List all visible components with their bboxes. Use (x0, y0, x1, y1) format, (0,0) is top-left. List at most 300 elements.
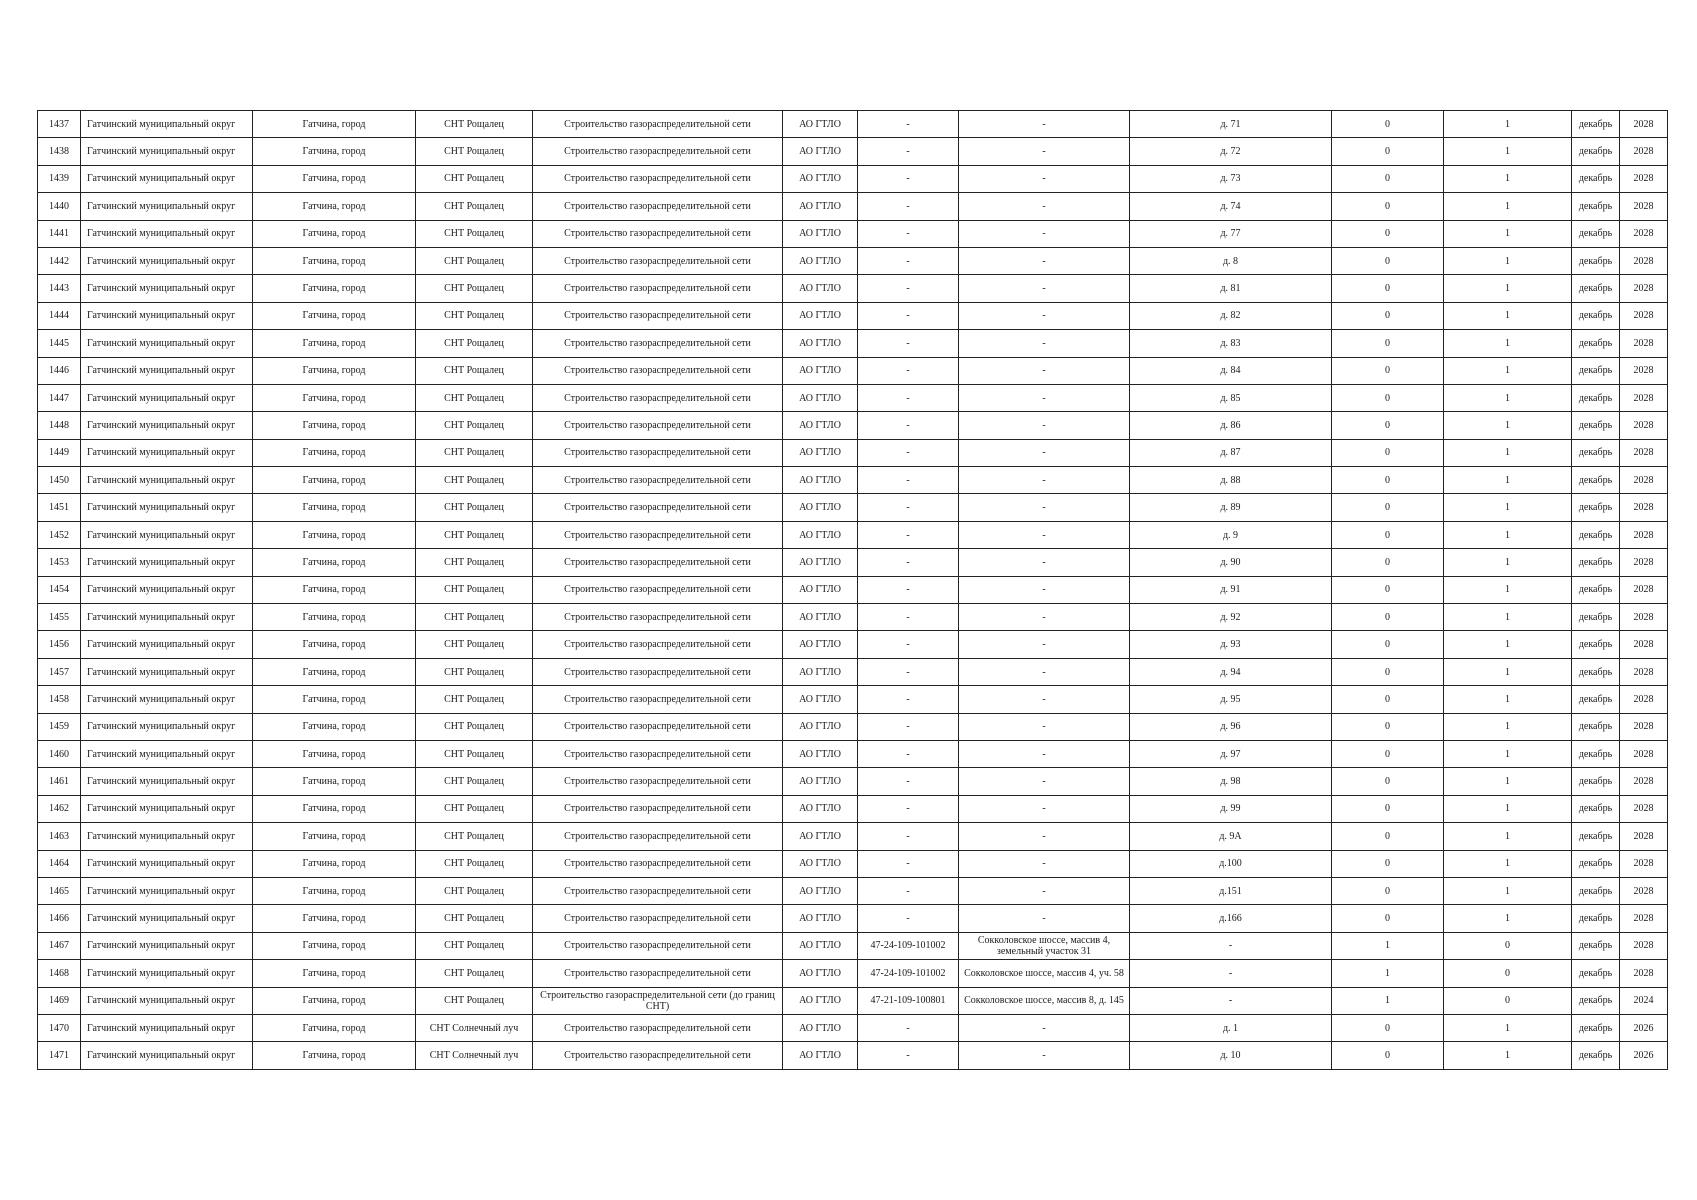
month-cell: декабрь (1572, 877, 1620, 904)
count-b-cell: 0 (1444, 960, 1572, 987)
city-cell: Гатчина, город (253, 138, 416, 165)
table-row (38, 932, 1668, 959)
month-cell: декабрь (1572, 165, 1620, 192)
row-number-cell: 1449 (38, 439, 81, 466)
city-cell: Гатчина, город (253, 193, 416, 220)
count-a-cell: 0 (1332, 823, 1444, 850)
count-a-cell: 0 (1332, 220, 1444, 247)
city-cell: Гатчина, город (253, 1042, 416, 1069)
cadastral-number-cell: - (858, 467, 959, 494)
month-cell: декабрь (1572, 302, 1620, 329)
year-cell: 2028 (1620, 877, 1668, 904)
district-cell: Гатчинский муниципальный округ (81, 795, 253, 822)
cadastral-number-cell: - (858, 905, 959, 932)
count-a-cell: 0 (1332, 713, 1444, 740)
district-cell: Гатчинский муниципальный округ (81, 768, 253, 795)
data-table (37, 110, 1668, 1070)
month-cell: декабрь (1572, 932, 1620, 959)
snt-name-cell: СНТ Рощалец (416, 384, 533, 411)
city-cell: Гатчина, город (253, 247, 416, 274)
year-cell: 2028 (1620, 302, 1668, 329)
house-number-cell: д. 72 (1130, 138, 1332, 165)
table-row (38, 357, 1668, 384)
cadastral-number-cell: 47-21-109-100801 (858, 987, 959, 1014)
count-a-cell: 0 (1332, 576, 1444, 603)
snt-name-cell: СНТ Рощалец (416, 905, 533, 932)
house-number-cell: д. 90 (1130, 549, 1332, 576)
row-number-cell: 1443 (38, 275, 81, 302)
cadastral-number-cell: - (858, 494, 959, 521)
row-number-cell: 1442 (38, 247, 81, 274)
year-cell: 2028 (1620, 330, 1668, 357)
snt-name-cell: СНТ Рощалец (416, 658, 533, 685)
work-description-cell: Строительство газораспределительной сети (533, 330, 783, 357)
row-number-cell: 1469 (38, 987, 81, 1014)
table-body (38, 111, 1668, 1070)
snt-name-cell: СНТ Рощалец (416, 740, 533, 767)
address-cell: - (959, 905, 1130, 932)
snt-name-cell: СНТ Рощалец (416, 220, 533, 247)
organization-cell: АО ГТЛО (783, 521, 858, 548)
month-cell: декабрь (1572, 823, 1620, 850)
organization-cell: АО ГТЛО (783, 932, 858, 959)
row-number-cell: 1453 (38, 549, 81, 576)
work-description-cell: Строительство газораспределительной сети (533, 549, 783, 576)
work-description-cell: Строительство газораспределительной сети (533, 877, 783, 904)
count-a-cell: 0 (1332, 850, 1444, 877)
house-number-cell: д.100 (1130, 850, 1332, 877)
work-description-cell: Строительство газораспределительной сети (533, 357, 783, 384)
cadastral-number-cell: - (858, 686, 959, 713)
count-b-cell: 1 (1444, 412, 1572, 439)
work-description-cell: Строительство газораспределительной сети (533, 467, 783, 494)
month-cell: декабрь (1572, 247, 1620, 274)
row-number-cell: 1438 (38, 138, 81, 165)
house-number-cell: д. 93 (1130, 631, 1332, 658)
table-row (38, 138, 1668, 165)
month-cell: декабрь (1572, 549, 1620, 576)
table-row (38, 494, 1668, 521)
address-cell: - (959, 658, 1130, 685)
city-cell: Гатчина, город (253, 357, 416, 384)
district-cell: Гатчинский муниципальный округ (81, 467, 253, 494)
month-cell: декабрь (1572, 275, 1620, 302)
city-cell: Гатчина, город (253, 713, 416, 740)
cadastral-number-cell: - (858, 220, 959, 247)
snt-name-cell: СНТ Рощалец (416, 877, 533, 904)
district-cell: Гатчинский муниципальный округ (81, 576, 253, 603)
city-cell: Гатчина, город (253, 960, 416, 987)
row-number-cell: 1460 (38, 740, 81, 767)
organization-cell: АО ГТЛО (783, 357, 858, 384)
city-cell: Гатчина, город (253, 275, 416, 302)
count-a-cell: 0 (1332, 905, 1444, 932)
district-cell: Гатчинский муниципальный округ (81, 138, 253, 165)
cadastral-number-cell: - (858, 658, 959, 685)
row-number-cell: 1439 (38, 165, 81, 192)
month-cell: декабрь (1572, 521, 1620, 548)
table-row (38, 439, 1668, 466)
count-a-cell: 1 (1332, 932, 1444, 959)
month-cell: декабрь (1572, 412, 1620, 439)
year-cell: 2028 (1620, 111, 1668, 138)
city-cell: Гатчина, город (253, 521, 416, 548)
district-cell: Гатчинский муниципальный округ (81, 302, 253, 329)
cadastral-number-cell: 47-24-109-101002 (858, 960, 959, 987)
cadastral-number-cell: - (858, 1014, 959, 1041)
year-cell: 2028 (1620, 494, 1668, 521)
table-row (38, 302, 1668, 329)
organization-cell: АО ГТЛО (783, 467, 858, 494)
cadastral-number-cell: - (858, 193, 959, 220)
address-cell: - (959, 604, 1130, 631)
table-row (38, 631, 1668, 658)
work-description-cell: Строительство газораспределительной сети (533, 658, 783, 685)
count-a-cell: 0 (1332, 631, 1444, 658)
row-number-cell: 1458 (38, 686, 81, 713)
house-number-cell: д. 97 (1130, 740, 1332, 767)
house-number-cell: - (1130, 987, 1332, 1014)
organization-cell: АО ГТЛО (783, 220, 858, 247)
house-number-cell: д. 77 (1130, 220, 1332, 247)
organization-cell: АО ГТЛО (783, 247, 858, 274)
work-description-cell: Строительство газораспределительной сети (533, 302, 783, 329)
table-row (38, 247, 1668, 274)
cadastral-number-cell: - (858, 111, 959, 138)
count-b-cell: 0 (1444, 932, 1572, 959)
month-cell: декабрь (1572, 905, 1620, 932)
organization-cell: АО ГТЛО (783, 165, 858, 192)
count-a-cell: 0 (1332, 275, 1444, 302)
year-cell: 2028 (1620, 521, 1668, 548)
city-cell: Гатчина, город (253, 740, 416, 767)
address-cell: - (959, 521, 1130, 548)
address-cell: - (959, 412, 1130, 439)
month-cell: декабрь (1572, 138, 1620, 165)
district-cell: Гатчинский муниципальный округ (81, 494, 253, 521)
organization-cell: АО ГТЛО (783, 604, 858, 631)
table-row (38, 658, 1668, 685)
count-b-cell: 1 (1444, 1042, 1572, 1069)
month-cell: декабрь (1572, 850, 1620, 877)
row-number-cell: 1455 (38, 604, 81, 631)
district-cell: Гатчинский муниципальный округ (81, 357, 253, 384)
work-description-cell: Строительство газораспределительной сети (533, 1014, 783, 1041)
house-number-cell: д. 88 (1130, 467, 1332, 494)
district-cell: Гатчинский муниципальный округ (81, 658, 253, 685)
table-row (38, 330, 1668, 357)
snt-name-cell: СНТ Рощалец (416, 467, 533, 494)
organization-cell: АО ГТЛО (783, 987, 858, 1014)
work-description-cell: Строительство газораспределительной сети (533, 111, 783, 138)
organization-cell: АО ГТЛО (783, 439, 858, 466)
row-number-cell: 1441 (38, 220, 81, 247)
snt-name-cell: СНТ Рощалец (416, 713, 533, 740)
count-b-cell: 1 (1444, 220, 1572, 247)
snt-name-cell: СНТ Рощалец (416, 576, 533, 603)
cadastral-number-cell: - (858, 795, 959, 822)
district-cell: Гатчинский муниципальный округ (81, 111, 253, 138)
organization-cell: АО ГТЛО (783, 686, 858, 713)
month-cell: декабрь (1572, 193, 1620, 220)
month-cell: декабрь (1572, 220, 1620, 247)
district-cell: Гатчинский муниципальный округ (81, 549, 253, 576)
year-cell: 2028 (1620, 412, 1668, 439)
table-row (38, 740, 1668, 767)
row-number-cell: 1445 (38, 330, 81, 357)
organization-cell: АО ГТЛО (783, 877, 858, 904)
organization-cell: АО ГТЛО (783, 658, 858, 685)
count-a-cell: 0 (1332, 384, 1444, 411)
year-cell: 2028 (1620, 740, 1668, 767)
snt-name-cell: СНТ Рощалец (416, 823, 533, 850)
district-cell: Гатчинский муниципальный округ (81, 384, 253, 411)
district-cell: Гатчинский муниципальный округ (81, 439, 253, 466)
house-number-cell: д. 96 (1130, 713, 1332, 740)
work-description-cell: Строительство газораспределительной сети (533, 439, 783, 466)
cadastral-number-cell: - (858, 302, 959, 329)
district-cell: Гатчинский муниципальный округ (81, 1042, 253, 1069)
work-description-cell: Строительство газораспределительной сети (533, 795, 783, 822)
snt-name-cell: СНТ Рощалец (416, 165, 533, 192)
cadastral-number-cell: - (858, 823, 959, 850)
city-cell: Гатчина, город (253, 1014, 416, 1041)
cadastral-number-cell: - (858, 439, 959, 466)
count-b-cell: 1 (1444, 330, 1572, 357)
house-number-cell: д. 10 (1130, 1042, 1332, 1069)
count-b-cell: 1 (1444, 795, 1572, 822)
address-cell: - (959, 576, 1130, 603)
district-cell: Гатчинский муниципальный округ (81, 905, 253, 932)
work-description-cell: Строительство газораспределительной сети (533, 932, 783, 959)
organization-cell: АО ГТЛО (783, 138, 858, 165)
row-number-cell: 1468 (38, 960, 81, 987)
cadastral-number-cell: - (858, 247, 959, 274)
work-description-cell: Строительство газораспределительной сети (533, 823, 783, 850)
snt-name-cell: СНТ Рощалец (416, 686, 533, 713)
work-description-cell: Строительство газораспределительной сети (533, 905, 783, 932)
city-cell: Гатчина, город (253, 467, 416, 494)
cadastral-number-cell: - (858, 768, 959, 795)
row-number-cell: 1444 (38, 302, 81, 329)
house-number-cell: д. 95 (1130, 686, 1332, 713)
district-cell: Гатчинский муниципальный округ (81, 165, 253, 192)
month-cell: декабрь (1572, 1014, 1620, 1041)
year-cell: 2028 (1620, 576, 1668, 603)
organization-cell: АО ГТЛО (783, 795, 858, 822)
table-row (38, 823, 1668, 850)
house-number-cell: д. 82 (1130, 302, 1332, 329)
cadastral-number-cell: - (858, 357, 959, 384)
district-cell: Гатчинский муниципальный округ (81, 932, 253, 959)
city-cell: Гатчина, город (253, 932, 416, 959)
count-b-cell: 1 (1444, 384, 1572, 411)
row-number-cell: 1447 (38, 384, 81, 411)
house-number-cell: д. 99 (1130, 795, 1332, 822)
city-cell: Гатчина, город (253, 330, 416, 357)
cadastral-number-cell: - (858, 521, 959, 548)
year-cell: 2028 (1620, 275, 1668, 302)
district-cell: Гатчинский муниципальный округ (81, 247, 253, 274)
house-number-cell: д. 92 (1130, 604, 1332, 631)
year-cell: 2028 (1620, 467, 1668, 494)
organization-cell: АО ГТЛО (783, 193, 858, 220)
year-cell: 2028 (1620, 549, 1668, 576)
table-row (38, 960, 1668, 987)
count-b-cell: 1 (1444, 165, 1572, 192)
table-row (38, 576, 1668, 603)
table-row (38, 795, 1668, 822)
house-number-cell: д. 8 (1130, 247, 1332, 274)
work-description-cell: Строительство газораспределительной сети (533, 604, 783, 631)
table-row (38, 850, 1668, 877)
address-cell: - (959, 1042, 1130, 1069)
year-cell: 2028 (1620, 604, 1668, 631)
year-cell: 2028 (1620, 960, 1668, 987)
count-a-cell: 0 (1332, 330, 1444, 357)
work-description-cell: Строительство газораспределительной сети (533, 384, 783, 411)
snt-name-cell: СНТ Рощалец (416, 247, 533, 274)
district-cell: Гатчинский муниципальный округ (81, 275, 253, 302)
month-cell: декабрь (1572, 439, 1620, 466)
count-a-cell: 0 (1332, 686, 1444, 713)
month-cell: декабрь (1572, 467, 1620, 494)
city-cell: Гатчина, город (253, 220, 416, 247)
table-row (38, 521, 1668, 548)
address-cell: Сокколовское шоссе, массив 4, уч. 58 (959, 960, 1130, 987)
city-cell: Гатчина, город (253, 165, 416, 192)
city-cell: Гатчина, город (253, 549, 416, 576)
count-b-cell: 1 (1444, 877, 1572, 904)
count-a-cell: 1 (1332, 987, 1444, 1014)
count-b-cell: 1 (1444, 138, 1572, 165)
address-cell: - (959, 549, 1130, 576)
city-cell: Гатчина, город (253, 576, 416, 603)
year-cell: 2028 (1620, 658, 1668, 685)
count-a-cell: 0 (1332, 604, 1444, 631)
month-cell: декабрь (1572, 795, 1620, 822)
gas-network-table (37, 110, 1667, 1070)
year-cell: 2028 (1620, 768, 1668, 795)
table-row (38, 768, 1668, 795)
house-number-cell: д. 84 (1130, 357, 1332, 384)
cadastral-number-cell: - (858, 713, 959, 740)
year-cell: 2028 (1620, 220, 1668, 247)
count-b-cell: 1 (1444, 467, 1572, 494)
snt-name-cell: СНТ Рощалец (416, 302, 533, 329)
address-cell: - (959, 631, 1130, 658)
snt-name-cell: СНТ Рощалец (416, 932, 533, 959)
organization-cell: АО ГТЛО (783, 713, 858, 740)
work-description-cell: Строительство газораспределительной сети (533, 740, 783, 767)
year-cell: 2028 (1620, 138, 1668, 165)
address-cell: - (959, 302, 1130, 329)
month-cell: декабрь (1572, 658, 1620, 685)
cadastral-number-cell: - (858, 330, 959, 357)
snt-name-cell: СНТ Рощалец (416, 850, 533, 877)
work-description-cell: Строительство газораспределительной сети (533, 220, 783, 247)
year-cell: 2028 (1620, 795, 1668, 822)
row-number-cell: 1456 (38, 631, 81, 658)
count-b-cell: 1 (1444, 686, 1572, 713)
row-number-cell: 1457 (38, 658, 81, 685)
cadastral-number-cell: - (858, 850, 959, 877)
organization-cell: АО ГТЛО (783, 823, 858, 850)
house-number-cell: д. 71 (1130, 111, 1332, 138)
work-description-cell: Строительство газораспределительной сети (533, 1042, 783, 1069)
address-cell: - (959, 877, 1130, 904)
address-cell: - (959, 275, 1130, 302)
cadastral-number-cell: - (858, 604, 959, 631)
count-a-cell: 1 (1332, 960, 1444, 987)
house-number-cell: д. 86 (1130, 412, 1332, 439)
count-b-cell: 1 (1444, 275, 1572, 302)
house-number-cell: - (1130, 932, 1332, 959)
row-number-cell: 1461 (38, 768, 81, 795)
count-b-cell: 1 (1444, 823, 1572, 850)
city-cell: Гатчина, город (253, 604, 416, 631)
count-a-cell: 0 (1332, 795, 1444, 822)
count-b-cell: 1 (1444, 357, 1572, 384)
table-row (38, 220, 1668, 247)
snt-name-cell: СНТ Рощалец (416, 275, 533, 302)
address-cell: - (959, 193, 1130, 220)
district-cell: Гатчинский муниципальный округ (81, 960, 253, 987)
house-number-cell: д.166 (1130, 905, 1332, 932)
table-row (38, 467, 1668, 494)
district-cell: Гатчинский муниципальный округ (81, 220, 253, 247)
count-b-cell: 1 (1444, 850, 1572, 877)
table-row (38, 987, 1668, 1014)
district-cell: Гатчинский муниципальный округ (81, 877, 253, 904)
row-number-cell: 1451 (38, 494, 81, 521)
snt-name-cell: СНТ Рощалец (416, 111, 533, 138)
table-row (38, 877, 1668, 904)
snt-name-cell: СНТ Рощалец (416, 357, 533, 384)
count-a-cell: 0 (1332, 521, 1444, 548)
row-number-cell: 1440 (38, 193, 81, 220)
count-b-cell: 1 (1444, 111, 1572, 138)
cadastral-number-cell: - (858, 165, 959, 192)
work-description-cell: Строительство газораспределительной сети (533, 768, 783, 795)
city-cell: Гатчина, город (253, 823, 416, 850)
organization-cell: АО ГТЛО (783, 1042, 858, 1069)
cadastral-number-cell: 47-24-109-101002 (858, 932, 959, 959)
count-b-cell: 1 (1444, 576, 1572, 603)
month-cell: декабрь (1572, 987, 1620, 1014)
organization-cell: АО ГТЛО (783, 905, 858, 932)
organization-cell: АО ГТЛО (783, 330, 858, 357)
snt-name-cell: СНТ Рощалец (416, 768, 533, 795)
organization-cell: АО ГТЛО (783, 384, 858, 411)
row-number-cell: 1452 (38, 521, 81, 548)
district-cell: Гатчинский муниципальный округ (81, 686, 253, 713)
cadastral-number-cell: - (858, 549, 959, 576)
year-cell: 2028 (1620, 193, 1668, 220)
city-cell: Гатчина, город (253, 631, 416, 658)
city-cell: Гатчина, город (253, 439, 416, 466)
snt-name-cell: СНТ Рощалец (416, 795, 533, 822)
cadastral-number-cell: - (858, 877, 959, 904)
row-number-cell: 1465 (38, 877, 81, 904)
address-cell: - (959, 247, 1130, 274)
table-row (38, 193, 1668, 220)
count-a-cell: 0 (1332, 549, 1444, 576)
address-cell: - (959, 1014, 1130, 1041)
house-number-cell: д. 74 (1130, 193, 1332, 220)
house-number-cell: д. 85 (1130, 384, 1332, 411)
count-a-cell: 0 (1332, 111, 1444, 138)
